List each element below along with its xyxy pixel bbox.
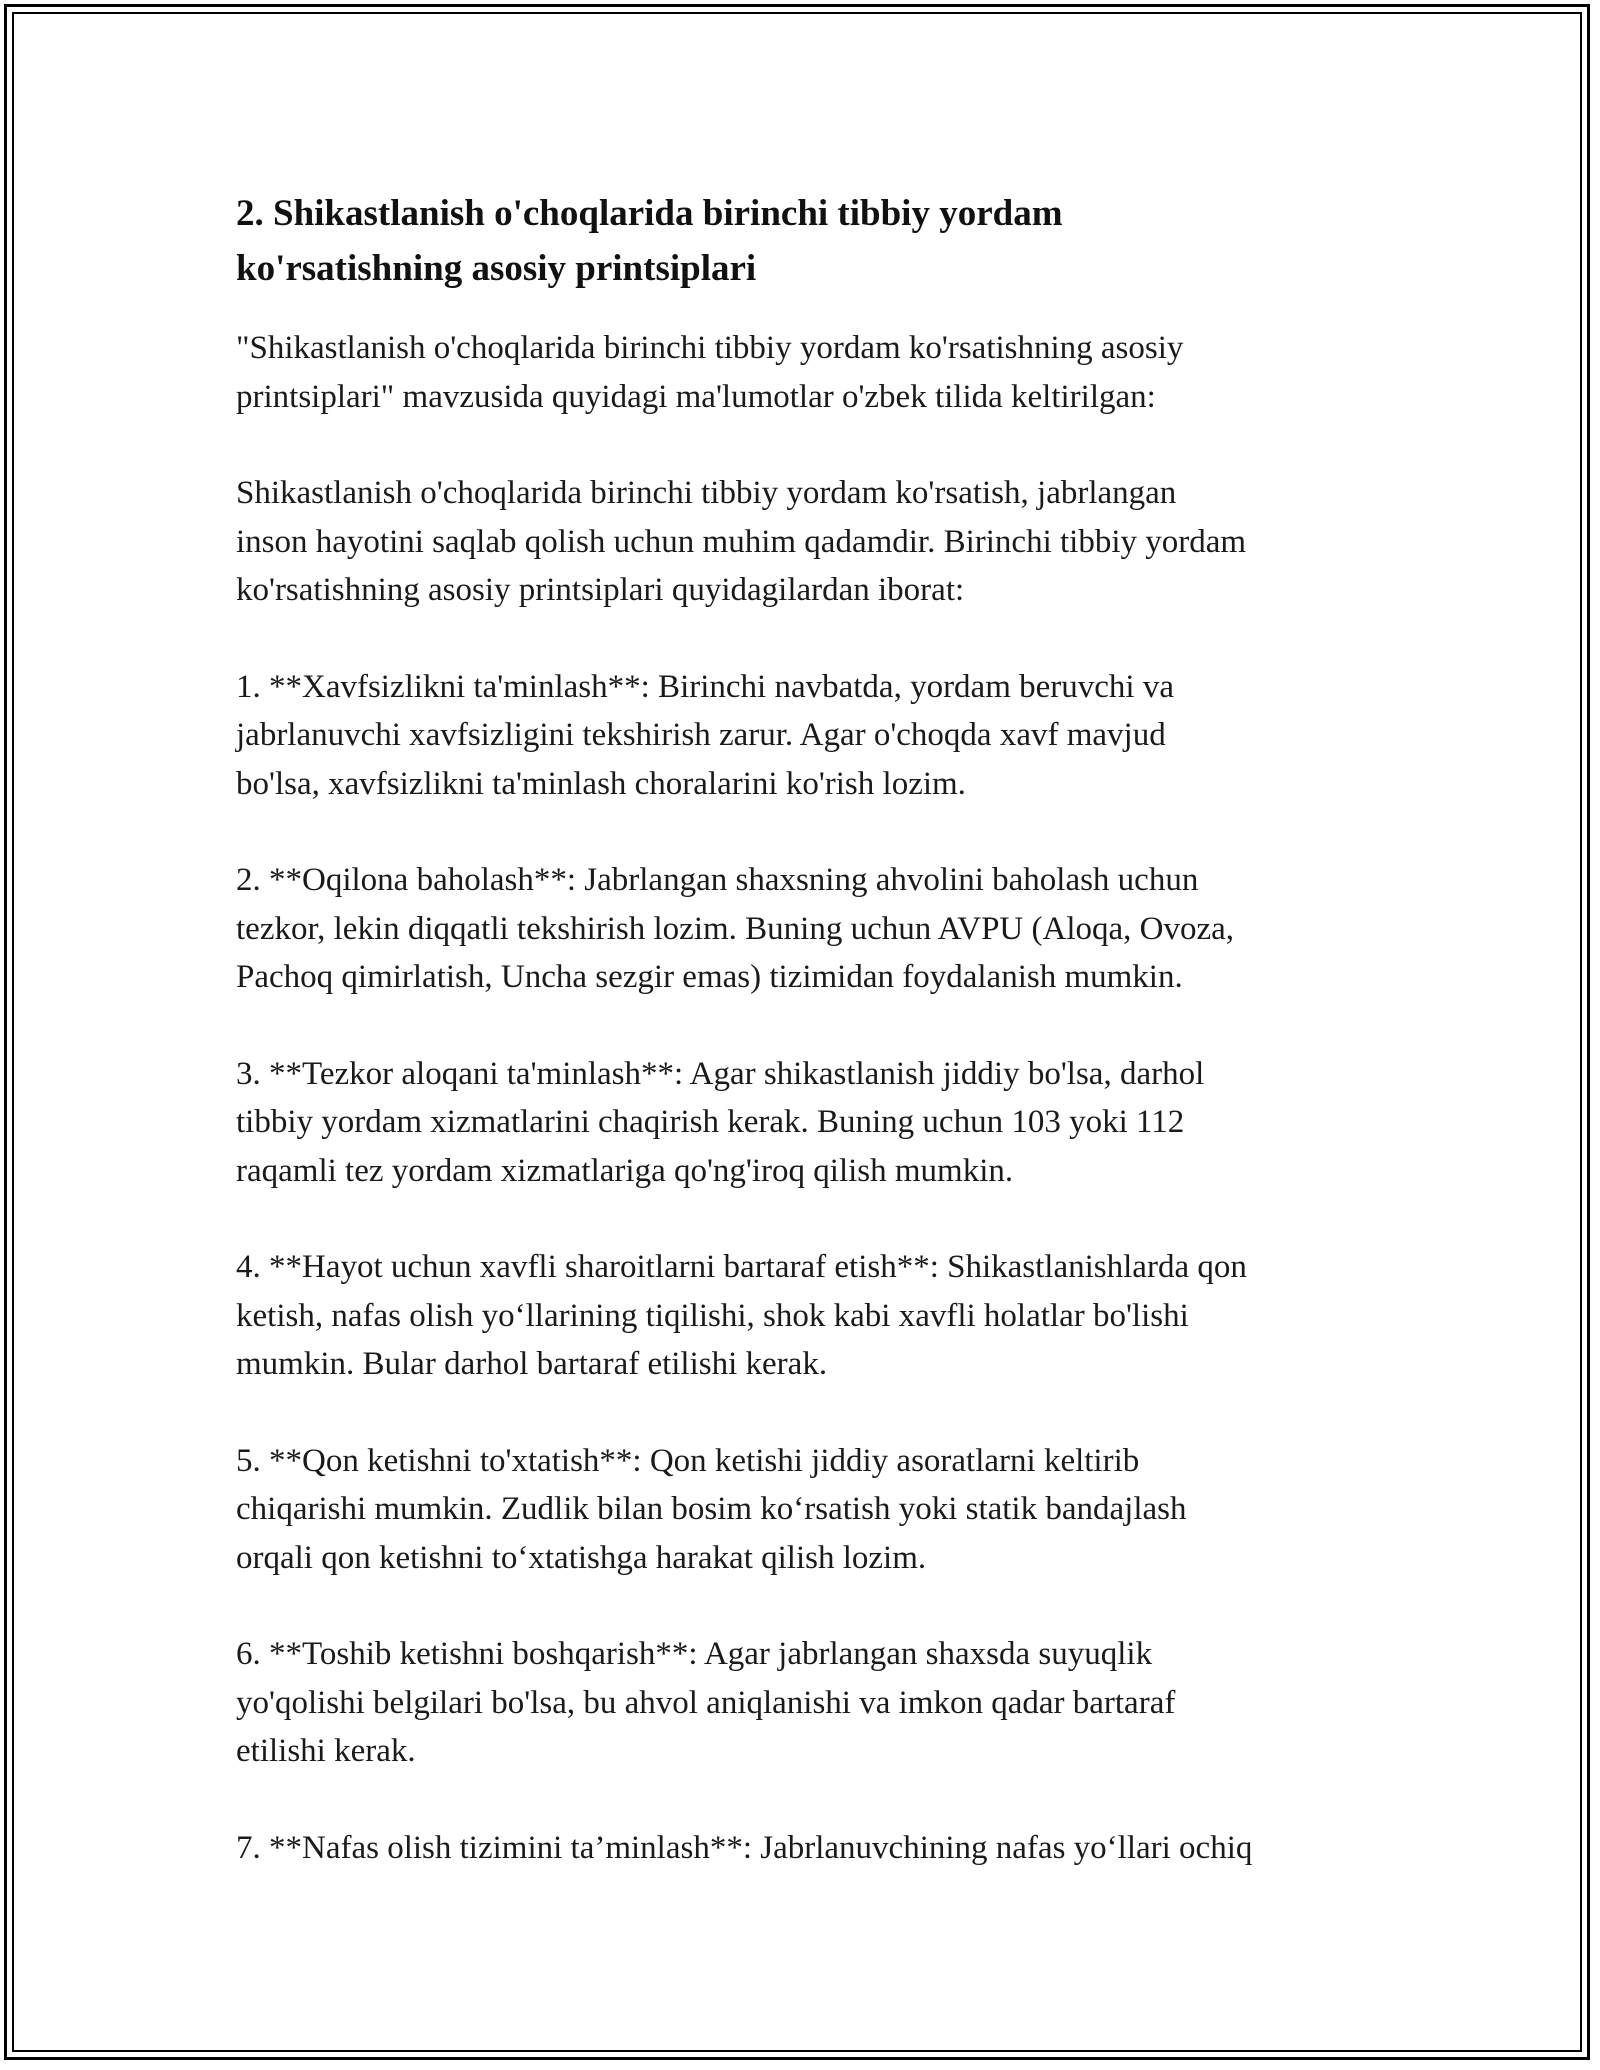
- text-line: ketish, nafas olish yo‘llarining tiqilishi, shok kabi xavfli holatlar bo'lishi: [236, 1297, 1189, 1334]
- text-line: raqamli tez yordam xizmatlariga qo'ng'iroq qilish mumkin.: [236, 1152, 1014, 1189]
- principle-item-6: [236, 1630, 1376, 1776]
- text-line: etilishi kerak.: [236, 1733, 416, 1769]
- text-line: orqali qon ketishni to‘xtatishga harakat qilish lozim.: [236, 1539, 927, 1576]
- text-line: 3. **Tezkor aloqani ta'minlash**: Agar shikastlanish jiddiy bo'lsa, darhol: [236, 1055, 1205, 1092]
- principle-item-3: [236, 1050, 1376, 1196]
- title-line: ko'rsatishning asosiy printsiplari: [236, 248, 757, 289]
- text-line: 5. **Qon ketishni to'xtatish**: Qon ketishi jiddiy asoratlarni keltirib: [236, 1442, 1140, 1479]
- document-title: [236, 186, 1376, 296]
- text-line: yo'qolishi belgilari bo'lsa, bu ahvol aniqlanishi va imkon qadar bartaraf: [236, 1684, 1176, 1721]
- text-line: ko'rsatishning asosiy printsiplari quyidagilardan iborat:: [236, 572, 965, 608]
- intro-paragraph: [236, 324, 1376, 421]
- text-line: 2. **Oqilona baholash**: Jabrlangan shaxsning ahvolini baholash uchun: [236, 862, 1199, 898]
- title-line: 2. Shikastlanish o'choqlarida birinchi tibbiy yordam: [236, 193, 1063, 234]
- text-line: tibbiy yordam xizmatlarini chaqirish kerak. Buning uchun 103 yoki 112: [236, 1104, 1185, 1140]
- principle-item-5: [236, 1437, 1376, 1583]
- overview-paragraph: [236, 469, 1376, 615]
- principle-item-4: [236, 1243, 1376, 1389]
- text-line: 6. **Toshib ketishni boshqarish**: Agar jabrlangan shaxsda suyuqlik: [236, 1636, 1153, 1672]
- principle-item-1: [236, 663, 1376, 809]
- text-line: Shikastlanish o'choqlarida birinchi tibbiy yordam ko'rsatish, jabrlangan: [236, 475, 1177, 511]
- text-line: printsiplari" mavzusida quyidagi ma'lumotlar o'zbek tilida keltirilgan:: [236, 378, 1156, 415]
- principle-item-2: [236, 856, 1376, 1002]
- text-line: 4. **Hayot uchun xavfli sharoitlarni bartaraf etish**: Shikastlanishlarda qon: [236, 1249, 1247, 1285]
- text-line: inson hayotini saqlab qolish uchun muhim qadamdir. Birinchi tibbiy yordam: [236, 523, 1247, 560]
- text-line: 7. **Nafas olish tizimini ta’minlash**: Jabrlanuvchining nafas yo‘llari ochiq: [236, 1829, 1253, 1866]
- text-line: chiqarishi mumkin. Zudlik bilan bosim ko‘rsatish yoki statik bandajlash: [236, 1491, 1187, 1527]
- text-line: "Shikastlanish o'choqlarida birinchi tibbiy yordam ko'rsatishning asosiy: [236, 330, 1184, 366]
- text-line: jabrlanuvchi xavfsizligini tekshirish zarur. Agar o'choqda xavf mavjud: [236, 717, 1166, 753]
- text-line: bo'lsa, xavfsizlikni ta'minlash choralarini ko'rish lozim.: [236, 765, 966, 802]
- text-line: 1. **Xavfsizlikni ta'minlash**: Birinchi navbatda, yordam beruvchi va: [236, 668, 1174, 705]
- text-line: tezkor, lekin diqqatli tekshirish lozim. Buning uchun AVPU (Aloqa, Ovoza,: [236, 910, 1235, 947]
- text-line: mumkin. Bular darhol bartaraf etilishi kerak.: [236, 1346, 828, 1382]
- text-line: Pachoq qimirlatish, Uncha sezgir emas) tizimidan foydalanish mumkin.: [236, 959, 1183, 995]
- document-body: [236, 186, 1376, 1920]
- principle-item-7: [236, 1824, 1376, 1873]
